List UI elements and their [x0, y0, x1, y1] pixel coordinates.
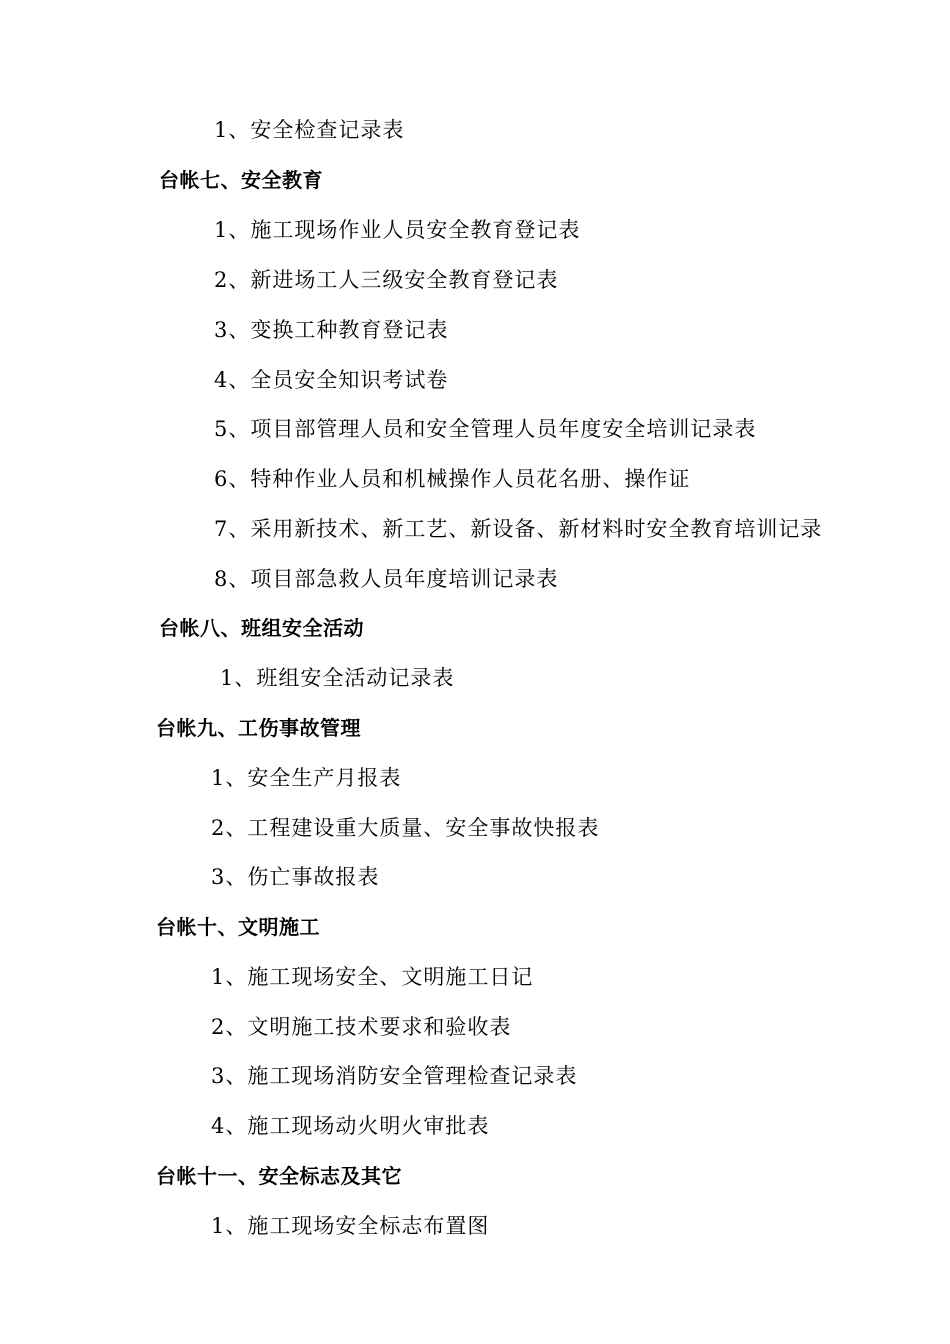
list-item: 1、安全检查记录表	[214, 118, 405, 142]
list-item: 7、采用新技术、新工艺、新设备、新材料时安全教育培训记录	[214, 517, 823, 541]
list-item: 4、施工现场动火明火审批表	[211, 1114, 490, 1138]
list-item: 3、施工现场消防安全管理检查记录表	[211, 1064, 578, 1088]
list-item: 5、项目部管理人员和安全管理人员年度安全培训记录表	[214, 417, 757, 441]
section-heading-ledger-10: 台帐十、文明施工	[156, 915, 320, 939]
list-item: 6、特种作业人员和机械操作人员花名册、操作证	[214, 467, 691, 491]
section-heading-ledger-7: 台帐七、安全教育	[159, 168, 323, 192]
list-item: 8、项目部急救人员年度培训记录表	[214, 567, 559, 591]
list-item: 2、工程建设重大质量、安全事故快报表	[211, 816, 600, 840]
list-item: 3、伤亡事故报表	[211, 865, 380, 889]
list-item: 2、文明施工技术要求和验收表	[211, 1015, 512, 1039]
list-item: 3、变换工种教育登记表	[214, 318, 449, 342]
list-item: 1、施工现场作业人员安全教育登记表	[214, 218, 581, 242]
list-item: 1、施工现场安全标志布置图	[211, 1214, 490, 1238]
list-item: 1、班组安全活动记录表	[220, 666, 455, 690]
list-item: 2、新进场工人三级安全教育登记表	[214, 268, 559, 292]
section-heading-ledger-11: 台帐十一、安全标志及其它	[156, 1164, 402, 1188]
section-heading-ledger-8: 台帐八、班组安全活动	[159, 616, 364, 640]
list-item: 1、施工现场安全、文明施工日记	[211, 965, 534, 989]
section-heading-ledger-9: 台帐九、工伤事故管理	[156, 716, 361, 740]
list-item: 1、安全生产月报表	[211, 766, 402, 790]
list-item: 4、全员安全知识考试卷	[214, 368, 449, 392]
